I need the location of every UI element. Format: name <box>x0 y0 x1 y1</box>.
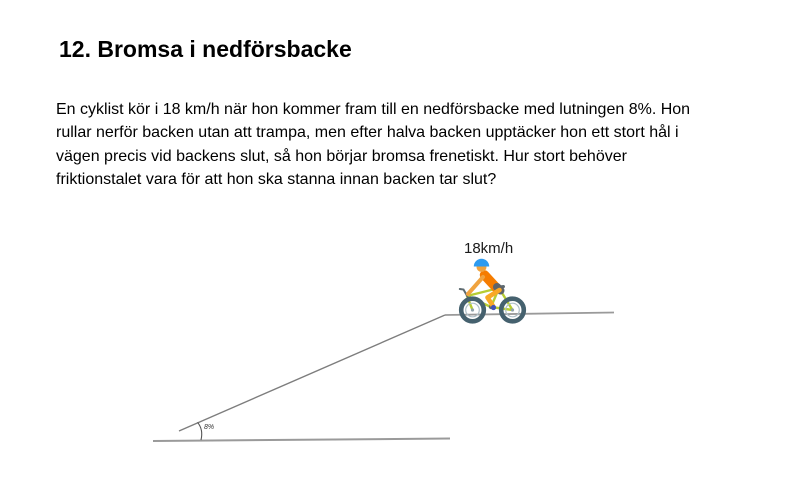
front-wheel <box>461 299 484 322</box>
hill-slope-line <box>179 315 445 431</box>
problem-text-line: rullar nerför backen utan att trampa, men efter halva backen upptäcker hon ett stort hål i <box>56 124 679 142</box>
speed-label: 18km/h <box>464 240 514 257</box>
rider-shoe <box>491 305 496 310</box>
bike-handlebar <box>460 289 468 297</box>
hill-top-line <box>445 313 614 316</box>
problem-text-line: friktionstalet vara för att hon ska stanna innan backen tar slut? <box>56 170 497 188</box>
cyclist-emoji <box>460 259 524 322</box>
rider <box>468 259 501 310</box>
ground-line <box>153 439 450 442</box>
angle-arc <box>198 422 202 440</box>
rider-helmet-icon <box>474 259 489 267</box>
problem-text-line: En cyklist kör i 18 km/h när hon kommer fram till en nedförsbacke med lutningen 8%. Hon <box>56 101 691 118</box>
slope-angle-label: 8% <box>204 424 215 431</box>
problem-text-line: vägen precis vid backens slut, så hon börjar bromsa frenetiskt. Hur stort behöver <box>56 147 627 165</box>
rear-wheel-hub <box>511 308 514 311</box>
front-wheel-hub <box>471 308 474 311</box>
page-title: 12. Bromsa i nedförsbacke <box>59 36 352 62</box>
